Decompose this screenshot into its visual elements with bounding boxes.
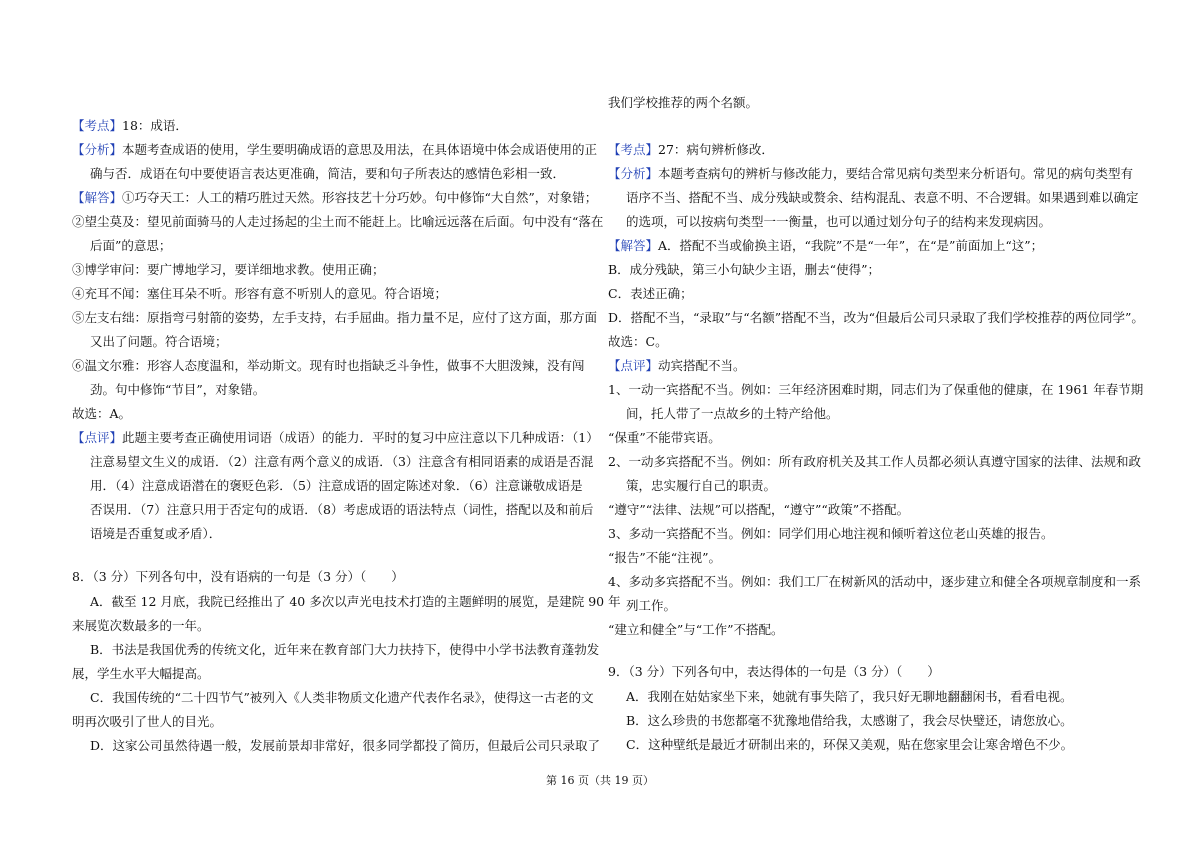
page-footer: 第 16 页（共 19 页）: [546, 774, 654, 787]
question-9-option-a: A．我刚在姑姑家坐下来，她就有事失陪了，我只好无聊地翻翻闲书，看看电视。: [626, 689, 1073, 704]
jieda-item-2: ②望尘莫及：望见前面骑马的人走过扬起的尘土而不能赶上。比喻远远落在后面。句中没有“落在: [72, 214, 604, 229]
question-8-option-a: A．截至 12 月底，我院已经推出了 40 多次以声光电技术打造的主题鲜明的展览，是建院 90 年: [90, 594, 621, 609]
answer-line: 故选：C。: [608, 334, 668, 349]
dianping-entry: [608, 357, 746, 375]
fenxi-text-cont: 语序不当、搭配不当、成分残缺或赘余、结构混乱、表意不明、不合逻辑。如果遇到难以确定: [626, 190, 1139, 205]
fenxi-entry: [608, 165, 1133, 183]
point-4-note: “建立和健全”与“工作”不搭配。: [608, 622, 784, 637]
kaodian-text: 18：成语．: [122, 118, 188, 133]
dianping-entry: [72, 429, 599, 447]
point-4-cont: 列工作。: [626, 598, 677, 613]
point-1-note: “保重”不能带宾语。: [608, 430, 721, 445]
fenxi-tag: 【分析】: [72, 142, 123, 157]
point-1-cont: 间，托人带了一点故乡的土特产给他。: [626, 406, 839, 421]
point-4: 4、多动多宾搭配不当。例如：我们工厂在树新风的活动中，逐步建立和健全各项规章制度和一系: [608, 574, 1141, 589]
jieda-tag: 【解答】: [72, 190, 123, 205]
point-2-cont: 策，忠实履行自己的职责。: [626, 478, 777, 493]
point-1: 1、一动一宾搭配不当。例如：三年经济困难时期，同志们为了保重他的健康，在 1961 年春节期: [608, 382, 1144, 397]
point-3: 3、多动一宾搭配不当。例如：同学们用心地注视和倾听着这位老山英雄的报告。: [608, 526, 1054, 541]
question-8-option-c: C．我国传统的“二十四节气”被列入《人类非物质文化遗产代表作名录》，使得这一古老的文: [90, 690, 594, 705]
fenxi-text-cont: 的选项，可以按病句类型一一衡量，也可以通过划分句子的结构来发现病因。: [626, 214, 1052, 229]
question-8-option-a-cont: 来展览次数最多的一年。: [72, 618, 210, 633]
fenxi-text: 本题考查病句的辨析与修改能力，要结合常见病句类型来分析语句。常见的病句类型有: [658, 166, 1134, 181]
jieda-text: A．搭配不当或偷换主语，“我院”不是“一年”，在“是”前面加上“这”；: [658, 238, 1044, 253]
dianping-text-cont: 注意易望文生义的成语．（2）注意有两个意义的成语．（3）注意含有相同语素的成语是否混: [90, 454, 594, 469]
kaodian-tag: 【考点】: [72, 118, 123, 133]
question-9-option-c: C．这种壁纸是最近才研制出来的，环保又美观，贴在您家里会让寒舍增色不少。: [626, 737, 1074, 752]
question-9-option-b: B．这么珍贵的书您都毫不犹豫地借给我，太感谢了，我会尽快璧还，请您放心。: [626, 713, 1073, 728]
dianping-text: 此题主要考查正确使用词语（成语）的能力．平时的复习中应注意以下几种成语：（1）: [122, 430, 599, 445]
question-8-option-b-cont: 展，学生水平大幅提高。: [72, 666, 210, 681]
jieda-item-2-cont: 后面”的意思；: [90, 238, 172, 253]
dianping-tag: 【点评】: [72, 430, 123, 445]
jieda-item-5: ⑤左支右绌：原指弯弓射箭的姿势，左手支持，右手屈曲。指力量不足，应付了这方面，那方面: [72, 310, 598, 325]
dianping-text-cont: 用．（4）注意成语潜在的褒贬色彩．（5）注意成语的固定陈述对象．（6）注意谦敬成语是: [90, 478, 583, 493]
jieda-tag: 【解答】: [608, 238, 659, 253]
jieda-entry: [608, 237, 1043, 255]
dianping-text: 动宾搭配不当。: [658, 358, 746, 373]
dianping-text-cont: 否误用．（7）注意只用于否定句的成语．（8）考虑成语的语法特点（词性，搭配以及和前后: [90, 502, 594, 517]
jieda-item-6: ⑥温文尔雅：形容人态度温和，举动斯文。现有时也指缺乏斗争性，做事不大胆泼辣，没有闯: [72, 358, 585, 373]
fenxi-entry: [72, 141, 597, 159]
question-8-option-b: B．书法是我国优秀的传统文化，近年来在教育部门大力扶持下，使得中小学书法教育蓬勃发: [90, 642, 600, 657]
jieda-item-3: ③博学审问：要广博地学习，要详细地求教。使用正确；: [72, 262, 385, 277]
fenxi-tag: 【分析】: [608, 166, 659, 181]
jieda-item-5-cont: 又出了问题。符合语境；: [90, 334, 228, 349]
jieda-item-4: ④充耳不闻：塞住耳朵不听。形容有意不听别人的意见。符合语境；: [72, 286, 448, 301]
fenxi-text-cont: 确与否．成语在句中要使语言表达更准确，简洁，要和句子所表达的感情色彩相一致．: [90, 166, 566, 181]
question-8-stem: 8．（3 分）下列各句中，没有语病的一句是（3 分）（ ）: [72, 569, 404, 584]
point-3-note: “报告”不能“注视”。: [608, 550, 722, 565]
point-2-note: “遵守”“法律、法规”可以搭配，“遵守”“政策”不搭配。: [608, 502, 910, 517]
jieda-item-d: D．搭配不当，“录取”与“名额”搭配不当，改为“但最后公司只录取了我们学校推荐的两位同学”。: [608, 310, 1144, 325]
point-2: 2、一动多宾搭配不当。例如：所有政府机关及其工作人员都必须认真遵守国家的法律、法规和政: [608, 454, 1141, 469]
kaodian-text: 27：病句辨析修改．: [658, 142, 774, 157]
answer-line: 故选：A。: [72, 406, 132, 421]
question-8-option-c-cont: 明再次吸引了世人的目光。: [72, 714, 223, 729]
jieda-item-c: C．表述正确；: [608, 286, 693, 301]
question-8-option-d-cont: 我们学校推荐的两个名额。: [608, 95, 759, 110]
question-9-stem: 9．（3 分）下列各句中，表达得体的一句是（3 分）（ ）: [608, 664, 940, 679]
kaodian-entry: [72, 117, 188, 135]
question-8-option-d: D．这家公司虽然待遇一般，发展前景却非常好，很多同学都投了简历，但最后公司只录取了: [90, 738, 601, 753]
jieda-text: ①巧夺天工：人工的精巧胜过天然。形容技艺十分巧妙。句中修饰“大自然”，对象错；: [122, 190, 598, 205]
dianping-tag: 【点评】: [608, 358, 659, 373]
jieda-item-b: B．成分残缺，第三小句缺少主语，删去“使得”；: [608, 262, 880, 277]
kaodian-entry: [608, 141, 774, 159]
jieda-entry: [72, 189, 597, 207]
fenxi-text: 本题考查成语的使用，学生要明确成语的意思及用法，在具体语境中体会成语使用的正: [122, 142, 598, 157]
kaodian-tag: 【考点】: [608, 142, 659, 157]
dianping-text-cont: 语境是否重复或矛盾）．: [90, 526, 222, 541]
jieda-item-6-cont: 劲。句中修饰“节目”，对象错。: [90, 382, 266, 397]
